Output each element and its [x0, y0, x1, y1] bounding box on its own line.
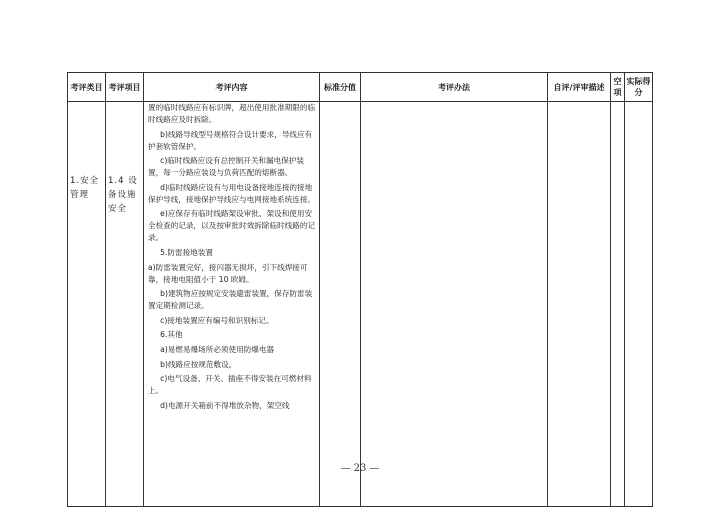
method-cell: [361, 102, 548, 507]
content-line: c)接地装置应有编号和识别标记。: [160, 315, 274, 325]
self-eval-cell: [548, 102, 611, 507]
content-line: b)线路导线型号规格符合设计要求，导线应有护套软管保护。: [148, 129, 313, 151]
header-standard-score: 标准分值: [320, 73, 361, 102]
actual-score-cell: [625, 102, 653, 507]
content-line: d)临时线路应设有与用电设备接地连接的接地保护导线，接地保护导线应与电网接地系统连接。: [148, 182, 316, 204]
header-category: 考评类目: [68, 73, 106, 102]
content-line: c)临时线路应设有总控制开关和漏电保护装置，每一分路应装设与负荷匹配的熔断器。: [148, 156, 304, 178]
category-cell: 1.安全管理: [68, 102, 106, 507]
content-line: b)建筑物应按规定安装避雷装置，保存防雷装置定期检测记录。: [148, 289, 313, 311]
standard-score-cell: [320, 102, 361, 507]
empty-cell: [611, 102, 625, 507]
content-line: e)应保存有临时线路架设审批、架设和使用安全检查的记录，以及按审批时效拆除临时线路的记录。: [148, 209, 316, 243]
content-line: b)线路应按规范敷设。: [160, 359, 237, 369]
content-line: a)易燃易爆场所必须使用防爆电器: [160, 344, 275, 354]
header-empty: 空项: [611, 73, 625, 102]
content-line: 5.防雷接地装置: [160, 247, 213, 257]
header-item: 考评项目: [106, 73, 144, 102]
content-line: a)防雷装置完好，接闪器无损坏，引下线焊接可靠，接地电阻值小于 10 欧姆。: [148, 262, 308, 284]
content-cell: [144, 102, 320, 507]
content-line: d)电源开关箱前不得堆放杂物，架空线: [160, 400, 290, 410]
page-number: — 23 —: [340, 463, 380, 474]
header-content: 考评内容: [144, 73, 320, 102]
header-self-eval: 自评/评审描述: [548, 73, 611, 102]
table-header-row: [68, 73, 653, 102]
table-row: [68, 102, 653, 507]
evaluation-table: [67, 72, 653, 507]
header-method: 考评办法: [361, 73, 548, 102]
content-line: c)电气设备、开关、插座不得安装在可燃材料上。: [148, 374, 312, 396]
item-cell: 1.4 设备设施安全: [106, 102, 144, 507]
content-line: 6.其他: [160, 330, 183, 340]
header-actual-score: 实际得分: [625, 73, 653, 102]
content-line: 置的临时线路应有标识牌，超出使用批准期限的临时线路应及时拆除。: [148, 103, 316, 124]
